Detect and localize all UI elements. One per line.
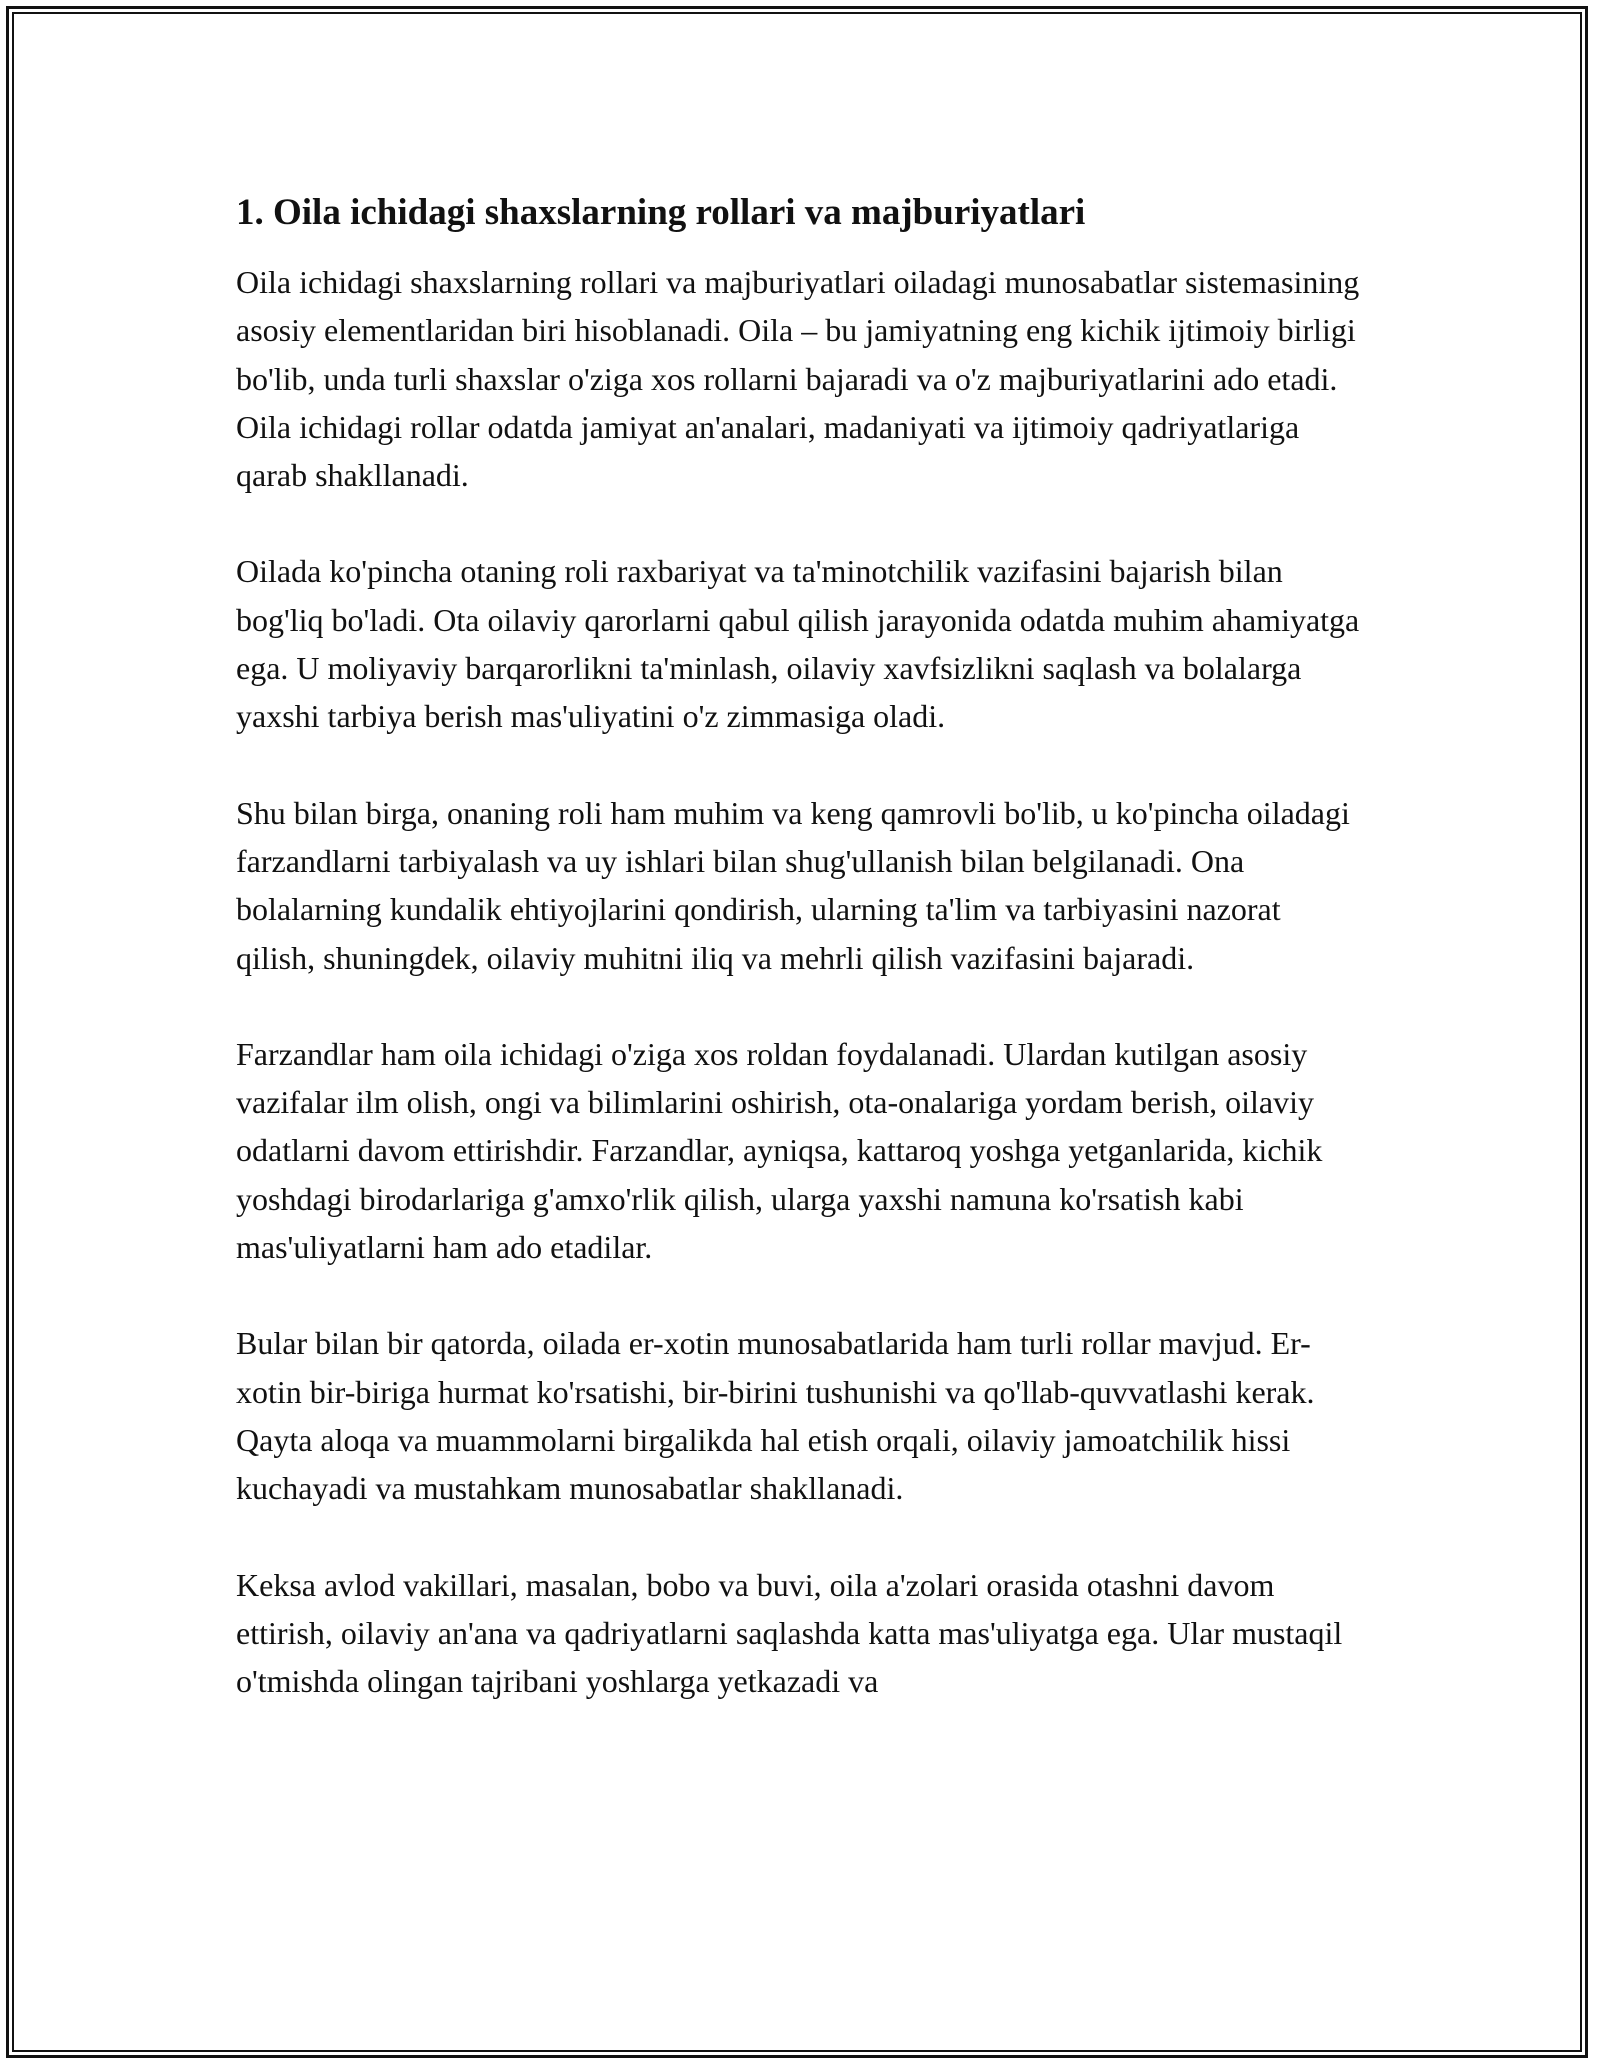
paragraph-4: Farzandlar ham oila ichidagi o'ziga xos roldan foydalanadi. Ulardan kutilgan asosiy vazifalar ilm olish, ongi va bilimlarini oshirish, ota-onalariga yordam berish, oilaviy odatlarni davom ettirishdir. Farzandlar, ayniqsa, kattaroq yoshga yetganlarida, kichik yoshdagi birodarlariga g'amxo'rlik qilish, ularga yaxshi namuna ko'rsatish kabi mas'uliyatlarni ham ado etadilar. [236, 1035, 1323, 1266]
paragraph-3: Shu bilan birga, onaning roli ham muhim va keng qamrovli bo'lib, u ko'pincha oiladagi farzandlarni tarbiyalash va uy ishlari bilan shug'ullanish bilan belgilanadi. Ona bolalarning kundalik ehtiyojlarini qondirish, ularning ta'lim va tarbiyasini nazorat qilish, shuningdek, oilaviy muhitni iliq va mehrli qilish vazifasini bajaradi. [236, 794, 1350, 976]
section-heading: 1. Oila ichidagi shaxslarning rollari va majburiyatlari [236, 192, 1086, 233]
paragraph-5: Bular bilan bir qatorda, oilada er-xotin munosabatlarida ham turli rollar mavjud. Er-xotin bir-biriga hurmat ko'rsatishi, bir-birini tushunishi va qo'llab-quvvatlashi kerak. Qayta aloqa va muammolarni birgalikda hal etish orqali, oilaviy jamoatchilik hissi kuchayadi va mustahkam munosabatlar shakllanadi. [236, 1325, 1315, 1507]
paragraph-6: Keksa avlod vakillari, masalan, bobo va buvi, oila a'zolari orasida otashni davom ettirish, oilaviy an'ana va qadriyatlarni saqlashda katta mas'uliyatga ega. Ular mustaqil o'tmishda olingan tajribani yoshlarga yetkazadi va [236, 1566, 1343, 1700]
paragraph-1: Oila ichidagi shaxslarning rollari va majburiyatlari oiladagi munosabatlar sistemasining asosiy elementlaridan biri hisoblanadi. Oila – bu jamiyatning eng kichik ijtimoiy birligi bo'lib, unda turli shaxslar o'ziga xos rollarni bajaradi va o'z majburiyatlarini ado etadi. Oila ichidagi rollar odatda jamiyat an'analari, madaniyati va ijtimoiy qadriyatlariga qarab shakllanadi. [236, 264, 1360, 494]
document-body [236, 188, 1366, 1753]
paragraph-2: Oilada ko'pincha otaning roli raxbariyat va ta'minotchilik vazifasini bajarish bilan bog'liq bo'ladi. Ota oilaviy qarorlarni qabul qilish jarayonida odatda muhim ahamiyatga ega. U moliyaviy barqarorlikni ta'minlash, oilaviy xavfsizlikni saqlash va bolalarga yaxshi tarbiya berish mas'uliyatini o'z zimmasiga oladi. [236, 553, 1360, 735]
